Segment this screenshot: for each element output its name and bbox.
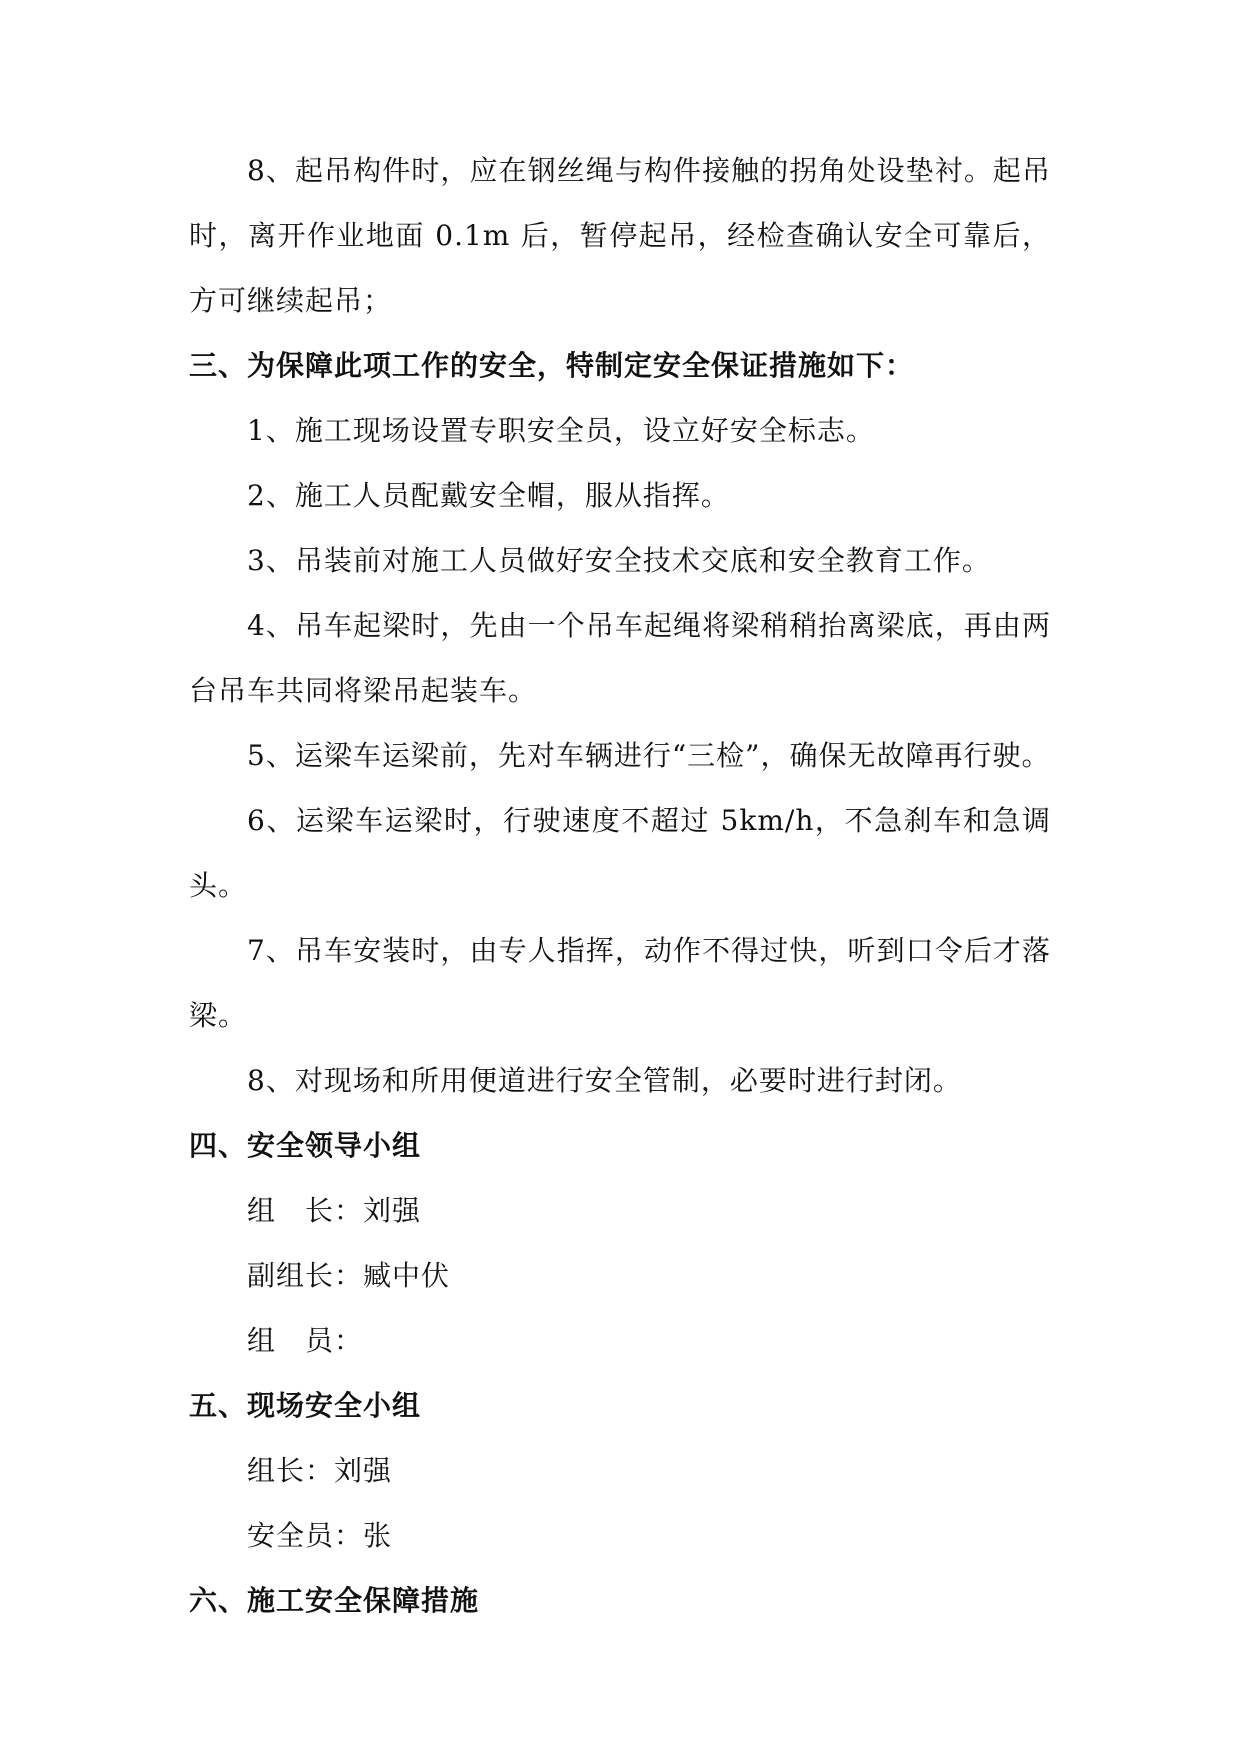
- document-page: [189, 138, 1051, 1633]
- section-heading-3: 三、为保障此项工作的安全，特制定安全保证措施如下：: [189, 349, 915, 382]
- paragraph-item-2: 2、施工人员配戴安全帽，服从指挥。: [247, 479, 730, 512]
- paragraph-item-7: 7、吊车安装时，由专人指挥，动作不得过快，听到口令后才落梁。: [189, 934, 1051, 1032]
- section-heading-5: 五、现场安全小组: [189, 1389, 422, 1422]
- paragraph-item-1: 1、施工现场设置专职安全员，设立好安全标志。: [247, 414, 875, 447]
- section-heading-6: 六、施工安全保障措施: [189, 1584, 480, 1617]
- leader-line: 组 长：刘强: [247, 1194, 422, 1227]
- paragraph-item-4: 4、吊车起梁时，先由一个吊车起绳将梁稍稍抬离梁底，再由两台吊车共同将梁吊起装车。: [189, 609, 1051, 707]
- safety-officer-line: 安全员：张: [247, 1519, 393, 1552]
- paragraph-item-8-lifting: 8、起吊构件时，应在钢丝绳与构件接触的拐角处设垫衬。起吊时，离开作业地面 0.1m 后，暂停起吊，经检查确认安全可靠后，方可继续起吊；: [189, 154, 1051, 317]
- paragraph-item-8: 8、对现场和所用便道进行安全管制，必要时进行封闭。: [247, 1064, 962, 1097]
- deputy-leader-line: 副组长：臧中伏: [247, 1259, 451, 1292]
- site-leader-line: 组长：刘强: [247, 1454, 393, 1487]
- paragraph-item-6: 6、运梁车运梁时，行驶速度不超过 5km/h，不急刹车和急调头。: [189, 804, 1051, 902]
- section-heading-4: 四、安全领导小组: [189, 1129, 422, 1162]
- paragraph-item-3: 3、吊装前对施工人员做好安全技术交底和安全教育工作。: [247, 544, 991, 577]
- paragraph-item-5: 5、运梁车运梁前，先对车辆进行“三检”，确保无故障再行驶。: [247, 739, 1051, 772]
- members-line: 组 员：: [247, 1324, 364, 1357]
